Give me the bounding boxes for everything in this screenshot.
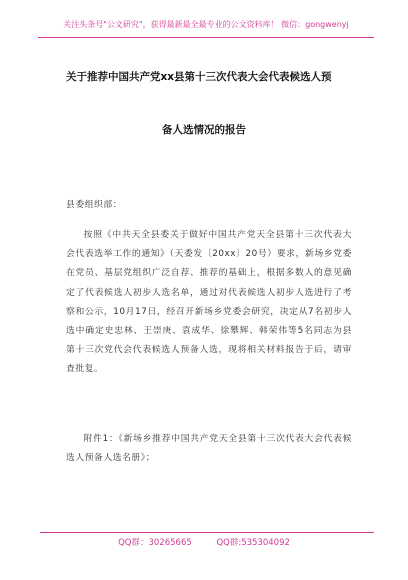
footer-qq-group-2: QQ群:535304092 [216, 538, 290, 548]
attachment-paragraph: 附件1：《新场乡推荐中国共产党天全县第十三次代表大会代表候选人预备人选名册》； [66, 434, 352, 464]
footer-divider [40, 532, 374, 533]
footer-qq-group-1: QQ群：30265665 [118, 538, 192, 548]
header-divider [38, 37, 374, 38]
document-title-line-2: 备人选情况的报告 [162, 124, 246, 136]
body-paragraph-1: 按照《中共天全县委关于做好中国共产党天全县第十三次代表大会代表选举工作的通知》（天委发〔20xx〕20号）要求，新场乡党委在党员、基层党组织广泛自荐、推荐的基础上，根据多数人的意见确定了代表候选人初步人选名单，通过对代表候选人初步人选进行了考察和公示，10月17日，经召开新场乡党委会研究，决定从7名初步人选中确定史忠林、王崇庚、袁成华、徐攀辉、韩荣伟等5名同志为县第十三次党代会代表候选人预备人选，现将相关材料报告于后，请审查批复。 [66, 230, 352, 375]
document-title-line-1: 关于推荐中国共产党xx县第十三次代表大会代表候选人预 [66, 71, 332, 83]
salutation: 县委组织部： [66, 200, 123, 210]
footer [0, 536, 408, 548]
header-banner: 关注头条号"公文研究"，获得最新最全最专业的公文资料库！ 微信：gongwenyj [63, 20, 349, 29]
